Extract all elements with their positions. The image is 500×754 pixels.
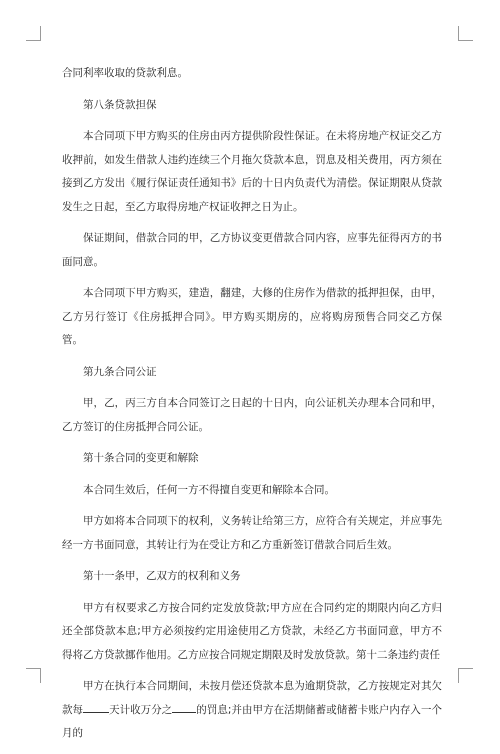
heading-article-11: 第十一条甲，乙双方的权利和义务 [83,570,241,582]
last-paragraph-part-3: 的罚息;并由甲方在活期储蓄或储蓄卡账户内存入一个月的 [62,703,442,739]
crop-mark-bottom-right [458,668,473,683]
crop-mark-top-right [458,26,473,41]
paragraph: 本合同项下甲方购买的住房由丙方提供阶段性保证。在未将房地产权证交乙方收押前，如发生借款人违约连续三个月拖欠贷款本息，罚息及相关费用，丙方须在接到乙方发出《履行保证责任通知书》后的十日内负责代为清偿。保证期限从贷款发生之日起，至乙方取得房地产权证收押之日为止。 [62,130,442,213]
paragraph: 甲，乙，丙三方自本合同签订之日起的十日内，向公证机关办理本合同和甲，乙方签订的住房抵押合同公证。 [62,397,442,433]
crop-mark-bottom-left [26,668,41,683]
heading-article-9: 第九条合同公证 [83,365,157,378]
paragraph-continuation: 合同利率收取的贷款利息。 [62,67,188,79]
paragraph-last [62,675,442,746]
paragraph: 甲方有权要求乙方按合同约定发放贷款;甲方应在合同约定的期限内向乙方归还全部贷款本息;甲方必须按约定用途使用乙方贷款，未经乙方书面同意，甲方不得将乙方贷款挪作他用。乙方应按合同规定期限及时发放贷款。第十二条违约责任 [62,601,442,661]
crop-mark-top-left [26,26,41,41]
paragraph: 甲方如将本合同项下的权利，义务转让给第三方，应符合有关规定，并应事先经一方书面同意，其转让行为在受让方和乙方重新签订借款合同后生效。 [62,515,442,551]
heading-article-8: 第八条贷款担保 [83,98,157,111]
fill-blank-rate [172,700,196,713]
paragraph: 本合同生效后，任何一方不得擅自变更和解除本合同。 [83,483,335,496]
paragraph: 保证期间，借款合同的甲，乙方协议变更借款合同内容，应事先征得丙方的书面同意。 [62,232,442,268]
document-body [62,62,442,754]
heading-article-10: 第十条合同的变更和解除 [83,452,199,464]
paragraph: 本合同项下甲方购买，建造，翻建，大修的住房作为借款的抵押担保，由甲，乙方另行签订《住房抵押合同》。甲方购买期房的，应将购房预售合同交乙方保管。 [62,287,442,346]
last-paragraph-part-2: 天计收万分之 [109,703,173,716]
fill-blank-days [83,700,109,713]
last-paragraph-part-1: 甲方在执行本合同期间，未按月偿还贷款本息为逾期贷款，乙方按规定对其欠款每 [62,680,442,716]
